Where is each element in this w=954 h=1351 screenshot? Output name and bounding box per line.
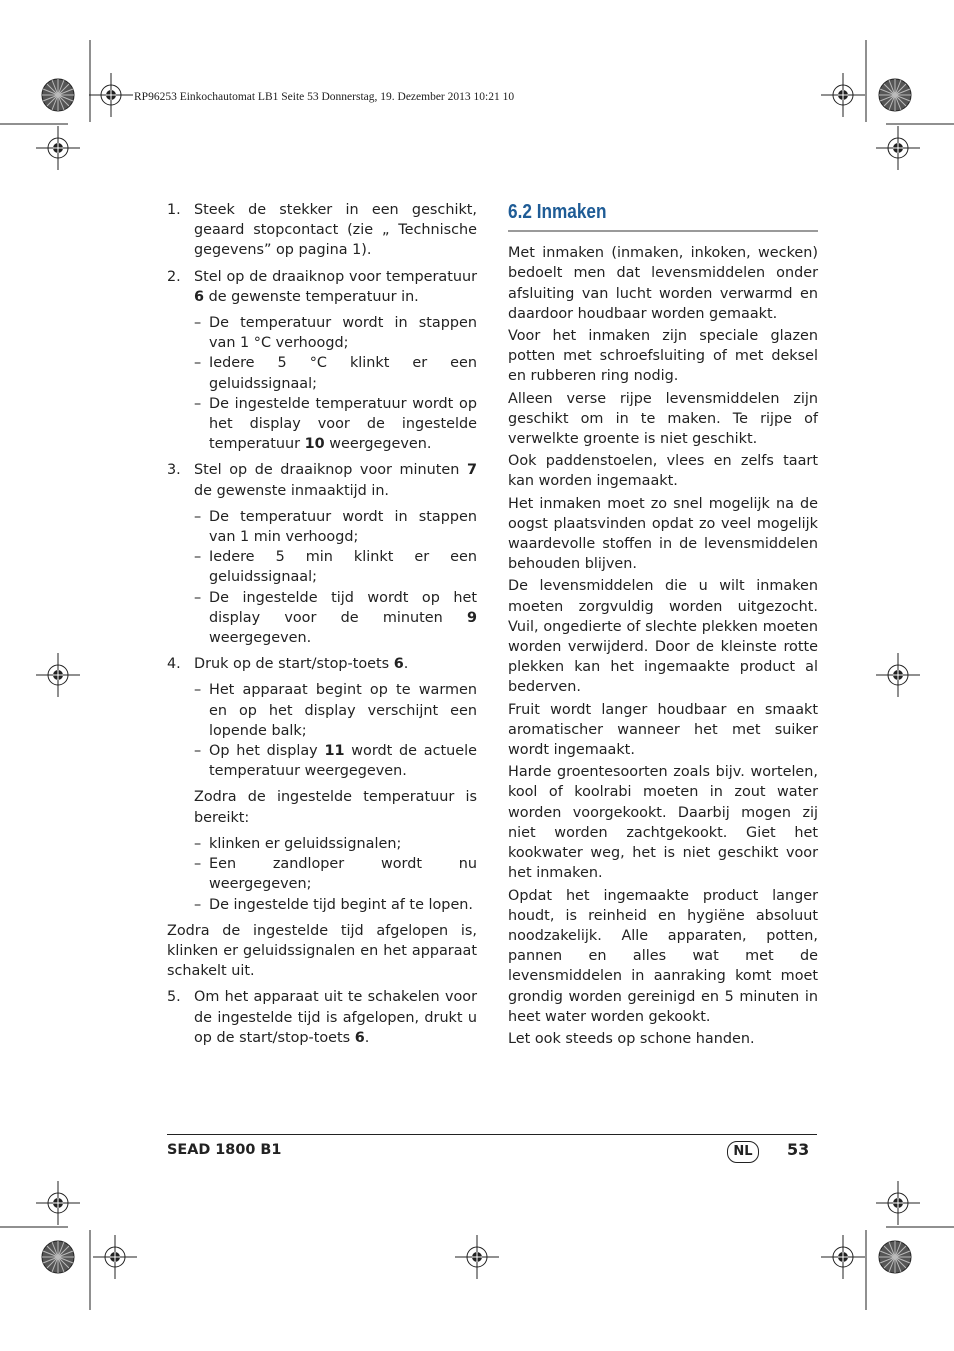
color-burst-icon <box>42 79 74 111</box>
crosshair-icon <box>89 73 133 117</box>
list-item: – De temperatuur wordt in stappen van 1 °C verhoogd; <box>194 315 477 352</box>
language-badge: NL <box>727 1141 759 1163</box>
paragraph: Let ook steeds op schone handen. <box>508 1030 755 1047</box>
crosshair-icon <box>36 653 80 697</box>
paragraph: Harde groentesoorten zoals bijv. wortelen, kool of koolrabi moeten in zout water worden voorgekookt. Daarbij mogen zij niet worden zachtgekookt. Giet het kookwater weg, het is niet geschikt voor het inmaken. <box>508 764 818 882</box>
crosshair-icon <box>821 1235 865 1279</box>
step-3-bullets <box>167 507 477 648</box>
list-item: – klinken er geluidssignalen; <box>194 835 402 852</box>
footer-model: SEAD 1800 B1 <box>167 1142 282 1158</box>
left-column <box>167 200 477 1054</box>
reached-text: Zodra de ingestelde temperatuur is bereikt: <box>194 789 477 826</box>
elapsed-text: Zodra de ingestelde tijd afgelopen is, klinken er geluidssignalen en het apparaat schakelt uit. <box>167 922 477 980</box>
step-4-bullets <box>167 680 477 781</box>
reached-bullets <box>167 834 477 915</box>
color-burst-icon <box>42 1241 74 1273</box>
crosshair-icon <box>876 126 920 170</box>
paragraph: Alleen verse rijpe levensmiddelen zijn geschikt om in te maken. Te rijpe of verwelkte groente is niet geschikt. <box>508 390 818 448</box>
step-4: 4. Druk op de start/stop-toets 6. <box>167 656 409 673</box>
section-title-rule <box>508 230 818 232</box>
list-item: – Een zandloper wordt nu weergegeven; <box>194 856 477 893</box>
footer-rule <box>167 1134 817 1135</box>
paragraph: De levensmiddelen die u wilt inmaken moeten zorgvuldig worden uitgezocht. Vuil, ongedierte of slechte plekken moeten worden verwijderd. Door de kleinste rotte plekken kan het ingemaakte product al bederven. <box>508 578 818 696</box>
paragraph: Voor het inmaken zijn speciale glazen potten met schroefsluiting of met deksel en rubberen ring nodig. <box>508 328 818 385</box>
list-item: – De ingestelde temperatuur wordt op het display voor de ingestelde temperatuur 10 weergegeven. <box>194 395 477 453</box>
list-item: – Op het display 11 wordt de actuele temperatuur weergegeven. <box>194 743 477 780</box>
list-item: – De ingestelde tijd begint af te lopen. <box>194 896 473 913</box>
color-burst-icon <box>879 1241 911 1273</box>
right-column <box>508 200 818 1051</box>
crosshair-icon <box>36 126 80 170</box>
list-item: – De ingestelde tijd wordt op het display voor de minuten 9 weergegeven. <box>194 589 477 647</box>
crosshair-icon <box>455 1235 499 1279</box>
crosshair-icon <box>821 73 865 117</box>
crosshair-icon <box>36 1181 80 1225</box>
page-number: 53 <box>787 1140 810 1159</box>
paragraph: Ook paddenstoelen, vlees en zelfs taart kan worden ingemaakt. <box>508 453 818 490</box>
step-2-bullets <box>167 313 477 454</box>
list-item: – De temperatuur wordt in stappen van 1 min verhoogd; <box>194 508 477 546</box>
color-burst-icon <box>879 79 911 111</box>
paragraph: Fruit wordt langer houdbaar en smaakt aromatischer wanneer het met suiker wordt ingemaakt. <box>508 701 818 759</box>
list-item: – Iedere 5 min klinkt er een geluidssignaal; <box>194 549 477 586</box>
crosshair-icon <box>876 1181 920 1225</box>
paragraph: Met inmaken (inmaken, inkoken, wecken) bedoelt men dat levensmiddelen onder afsluiting van lucht worden verwarmd en daardoor houdbaar worden gemaakt. <box>508 245 818 322</box>
crosshair-icon <box>876 653 920 697</box>
step-3: 3. Stel op de draaiknop voor minuten 7 de gewenste inmaaktijd in. <box>167 462 477 499</box>
list-item: – Iedere 5 °C klinkt er een geluidssignaal; <box>194 355 477 392</box>
paragraph: Opdat het ingemaakte product langer houdt, is reinheid en hygiëne absoluut noodzakelijk. Alle apparaten, potten, pannen en alles wat met de levensmiddelen in aanraking komt moet grondig worden gereinigd en 5 minuten in heet water worden gekookt. <box>508 887 818 1025</box>
print-header: RP96253 Einkochautomat LB1 Seite 53 Donnerstag, 19. Dezember 2013 10:21 10 <box>134 91 515 103</box>
paragraph: Het inmaken moet zo snel mogelijk na de oogst plaatsvinden opdat zo veel mogelijk waardevolle stoffen in de levensmiddelen behouden blijven. <box>508 495 818 573</box>
step-5: 5. Om het apparaat uit te schakelen voor de ingestelde tijd is afgelopen, drukt u op de start/stop-toets 6. <box>167 989 477 1046</box>
crosshair-icon <box>93 1235 137 1279</box>
section-title: 6.2 Inmaken <box>508 201 607 223</box>
list-item: – Het apparaat begint op te warmen en op het display verschijnt een lopende balk; <box>194 682 477 739</box>
step-1: 1. Steek de stekker in een geschikt, geaard stopcontact (zie „ Technische gegevens” op pagina 1). <box>167 202 477 259</box>
step-2: 2. Stel op de draaiknop voor temperatuur 6 de gewenste temperatuur in. <box>167 268 477 305</box>
